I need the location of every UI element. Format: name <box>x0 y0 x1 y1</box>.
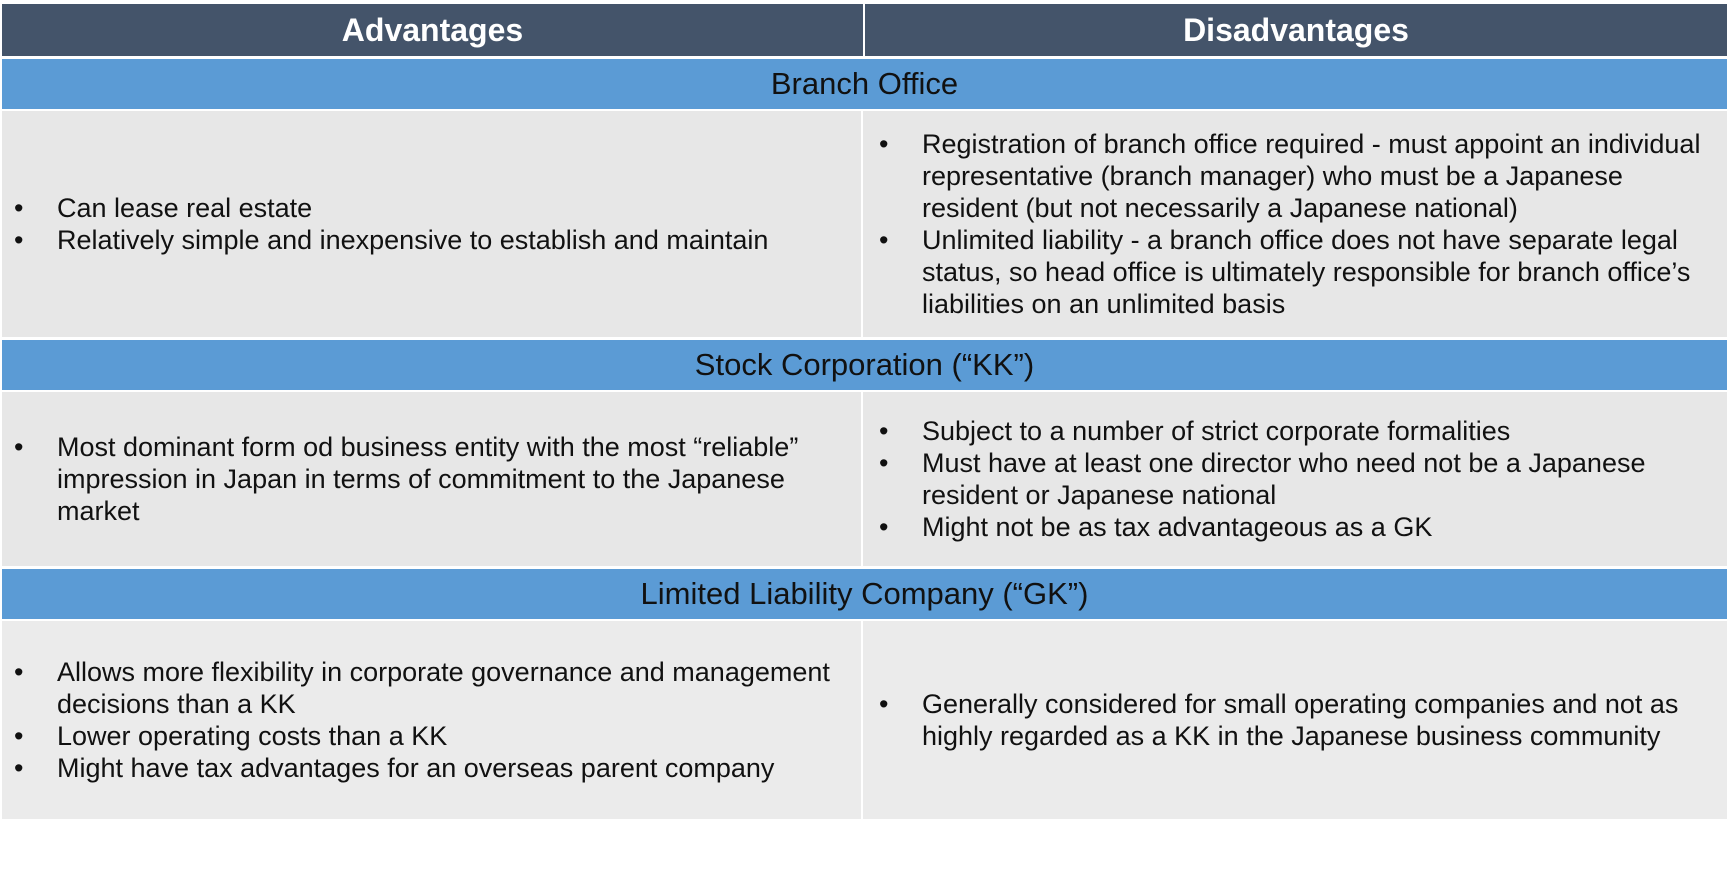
advantages-list <box>14 431 861 527</box>
list-item: • Might not be as tax advantageous as a GK <box>879 511 1725 543</box>
list-item: • Subject to a number of strict corporate formalities <box>879 415 1725 447</box>
advantages-header: Advantages <box>2 4 865 56</box>
advantages-cell <box>2 392 863 566</box>
list-item: • Lower operating costs than a KK <box>14 720 861 752</box>
table-row <box>2 392 1727 566</box>
disadvantages-list <box>879 415 1725 543</box>
disadvantages-list <box>879 128 1725 320</box>
comparison-table <box>2 4 1727 819</box>
table-header-row <box>2 4 1727 56</box>
table-row <box>2 621 1727 819</box>
disadvantages-cell <box>863 392 1725 566</box>
list-item: • Unlimited liability - a branch office does not have separate legal status, so head office is ultimately responsible for branch office’s liabilities on an unlimited basis <box>879 224 1725 320</box>
section-title-branch-office: Branch Office <box>2 56 1727 111</box>
list-item: • Registration of branch office required - must appoint an individual representative (branch manager) who must be a Japanese resident (but not necessarily a Japanese national) <box>879 128 1725 224</box>
list-item: • Can lease real estate <box>14 192 768 224</box>
disadvantages-list <box>879 688 1725 752</box>
list-item: • Generally considered for small operating companies and not as highly regarded as a KK in the Japanese business community <box>879 688 1725 752</box>
advantages-list <box>14 656 861 784</box>
list-item: • Allows more flexibility in corporate governance and management decisions than a KK <box>14 656 861 720</box>
section-title-stock-corporation: Stock Corporation (“KK”) <box>2 337 1727 392</box>
table-row <box>2 111 1727 337</box>
disadvantages-cell <box>863 111 1725 337</box>
list-item: • Must have at least one director who need not be a Japanese resident or Japanese national <box>879 447 1725 511</box>
list-item: • Relatively simple and inexpensive to establish and maintain <box>14 224 768 256</box>
disadvantages-header: Disadvantages <box>1183 11 1409 48</box>
disadvantages-cell <box>863 621 1725 819</box>
list-item: • Most dominant form od business entity with the most “reliable” impression in Japan in terms of commitment to the Japanese market <box>14 431 861 527</box>
section-title-limited-liability-company: Limited Liability Company (“GK”) <box>2 566 1727 621</box>
list-item: • Might have tax advantages for an overseas parent company <box>14 752 861 784</box>
advantages-cell <box>2 621 863 819</box>
advantages-list <box>14 192 768 256</box>
advantages-cell <box>2 111 863 337</box>
